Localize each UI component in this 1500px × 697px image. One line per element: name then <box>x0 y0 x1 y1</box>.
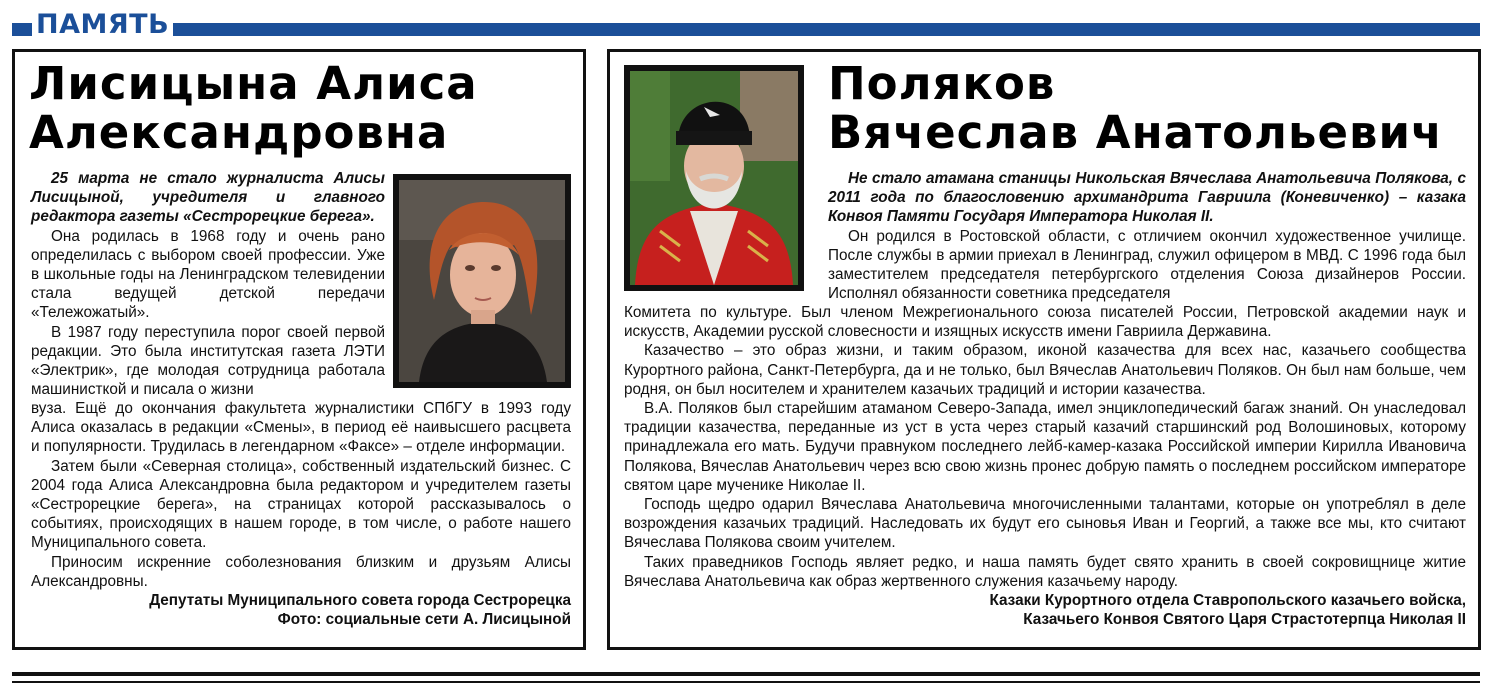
portrait-photo <box>624 65 804 291</box>
name-line-2: Александровна <box>29 106 449 159</box>
portrait-lisitsyna-image <box>399 180 565 382</box>
obituary-polyakov <box>607 49 1481 650</box>
paragraph: Господь щедро одарил Вячеслава Анатольевича многочисленными талантами, которые он употреблял в деле возрождения казачьих традиций. Наследовать их будут его сыновья Иван и Георгий, а также все мы, кто считают Вячеслава Полякова своим учителем. <box>624 496 1466 552</box>
paragraph: Приносим искренние соболезнования близким и друзьям Алисы Александровны. <box>31 553 571 590</box>
article-body-bottom <box>624 303 1466 629</box>
portrait-polyakov-image <box>630 71 798 285</box>
header-rule-start <box>12 23 26 36</box>
signature: Казаки Курортного отдела Ставропольского казачьего войска, <box>989 592 1466 610</box>
obituary-name <box>828 59 1443 157</box>
portrait-photo <box>393 174 571 388</box>
paragraph: Затем были «Северная столица», собственный издательский бизнес. С 2004 года Алиса Александровна была редактором и учредителем газеты «Сестрорецкие берега», на страницах которой рассказывалось о событиях, происходящих в нашем городе, в том числе, о работе нашего Муниципального совета. <box>31 457 571 552</box>
section-header <box>12 9 1480 40</box>
paragraph: В 1987 году переступила порог своей первой редакции. Это была институтская газета ЛЭТИ «Электрик», где молодая сотрудница работала машинисткой и писала о жизни <box>31 323 385 399</box>
photo-credit: Фото: социальные сети А. Лисицыной <box>277 611 571 629</box>
obituary-lisitsyna <box>12 49 586 650</box>
bottom-rule <box>12 672 1480 676</box>
article-body-bottom <box>31 399 571 629</box>
obituary-name <box>29 59 478 157</box>
header-rule <box>12 23 1480 36</box>
paragraph: Он родился в Ростовской области, с отличием окончил художественное училище. После службы в армии приехал в Ленинград, служил офицером в МВД. С 1996 года был заместителем председателя петербургского отделения Союза дизайнеров России. Исполнял обязанности советника председателя <box>828 227 1466 303</box>
paragraph: вуза. Ещё до окончания факультета журналистики СПбГУ в 1993 году Алиса оказалась в редакции «Смены», в период её наивысшего расцвета и популярности. Трудилась в легендарном «Факсе» – отделе информации. <box>31 400 571 456</box>
name-line-1: Лисицына Алиса <box>29 57 478 110</box>
article-body-top <box>828 169 1466 303</box>
paragraph: Казачество – это образ жизни, и таким образом, иконой казачества для всех нас, казачьего сообщества Курортного района, Санкт-Петербурга, да и не только, был Вячеслав Анатольевич Поляков. Он был нам больше, чем родня, он был носителем и хранителем казачьих традиций и истории казачества. <box>624 342 1466 398</box>
bottom-rule-thin <box>12 681 1480 683</box>
name-line-1: Поляков <box>828 57 1056 110</box>
paragraph: Она родилась в 1968 году и очень рано определилась с выбором своей профессии. Уже в школьные годы на Ленинградском телевидении стала ведущей детской передачи «Тележожатый». <box>31 227 385 322</box>
paragraph: В.А. Поляков был старейшим атаманом Северо-Запада, имел энциклопедический багаж знаний. Он унаследовал традиции казачества, переданные из уст в уста через старый казачий старшинский род Волошиновых, которому принадлежала его мать. Будучи правнуком последнего лейб-камер-казака Российской империи Кирилла Ивановича Полякова, Вячеслав Анатольевич через всю свою жизнь пронес добрую память о последнем российском императоре святом царе мученике Николае II. <box>624 400 1466 494</box>
signature: Казачьего Конвоя Святого Царя Страстотерпца Николая II <box>1023 611 1466 629</box>
lead-paragraph: Не стало атамана станицы Никольская Вячеслава Анатольевича Полякова, с 2011 года по благословению архимандрита Гавриила (Коневиченко) – казака Конвоя Памяти Государя Императора Николая II. <box>828 170 1466 226</box>
section-title: ПАМЯТЬ <box>32 10 173 40</box>
paragraph: Таких праведников Господь являет редко, и наша память будет свято хранить в своей сокровищнице житие Вячеслава Анатольевича как образ жертвенного служения казачьему народу. <box>624 553 1466 590</box>
paragraph: Комитета по культуре. Был членом Межрегионального союза писателей России, Петровской академии наук и искусств, Академии русской словесности и изящных искусств имени Гавриила Державина. <box>624 304 1466 341</box>
signature: Депутаты Муниципального совета города Сестрорецка <box>149 592 571 610</box>
lead-paragraph: 25 марта не стало журналиста Алисы Лисицыной, учредителя и главного редактора газеты «Сестрорецкие берега». <box>31 170 385 226</box>
article-body-top <box>31 169 385 399</box>
name-line-2: Вячеслав Анатольевич <box>828 106 1443 159</box>
